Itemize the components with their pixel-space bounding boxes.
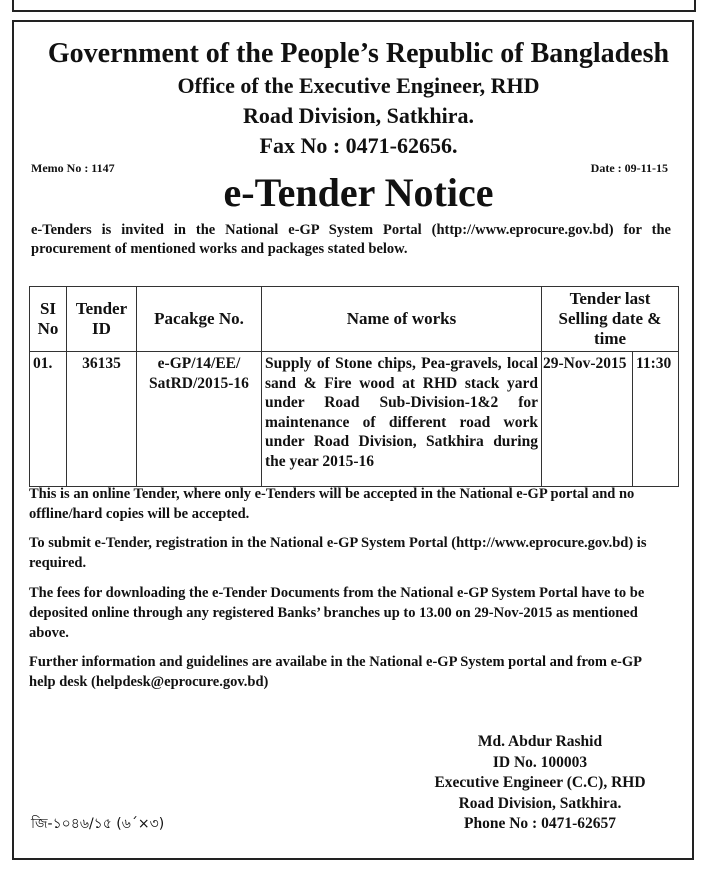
header-works: Name of works [262, 287, 542, 352]
publication-code: জি-১০৪৬/১৫ (৬´×৩) [31, 816, 165, 832]
header-tender-id: Tender ID [67, 287, 137, 352]
table-header-row [30, 287, 679, 352]
memo-number: Memo No : 1147 [31, 161, 115, 175]
notice-title: e-Tender Notice [223, 170, 494, 215]
table-row [30, 352, 679, 487]
cell-sl: 01. [30, 352, 67, 487]
signatory-id: ID No. 100003 [492, 753, 588, 771]
division-heading: Road Division, Satkhira. [242, 103, 475, 128]
signatory-office: Road Division, Satkhira. [458, 794, 622, 812]
header-sl: SI No [30, 287, 67, 352]
info-paragraph-registration: To submit e-Tender, registration in the National e-GP System Portal (http://www.eprocure.gov.bd) is required. [29, 535, 647, 571]
info-paragraph-fees: The fees for downloading the e-Tender Documents from the National e-GP System Portal have to be deposited online through any registered Banks’ branches up to 13.00 on 29-Nov-2015 as mentioned above. [29, 585, 645, 641]
signatory-phone: Phone No : 0471-62657 [464, 815, 616, 832]
signatory-designation: Executive Engineer (C.C), RHD [434, 774, 646, 791]
cell-date: 29-Nov-2015 [542, 352, 633, 487]
signatory-name: Md. Abdur Rashid [477, 733, 603, 750]
office-heading: Office of the Executive Engineer, RHD [177, 73, 540, 98]
govt-heading: Government of the People’s Republic of Bangladesh [47, 38, 670, 69]
fax-number: Fax No : 0471-62656. [259, 133, 458, 158]
tender-table [29, 286, 679, 487]
signature-block [390, 732, 690, 835]
cell-works: Supply of Stone chips, Pea-gravels, local sand & Fire wood at RHD stack yard under Road Sub-Division-1&2 for maintenance of different road work under Road Division, Satkhira during the year 2015-16 [262, 352, 542, 487]
header-date-time: Tender last Selling date & time [542, 287, 679, 352]
header-package: Pacakge No. [137, 287, 262, 352]
notice-date: Date : 09-11-15 [590, 161, 668, 175]
info-paragraph-guidelines: Further information and guidelines are availabe in the National e-GP System portal and from e-GP help desk (helpdesk@eprocure.gov.bd) [29, 654, 642, 690]
cell-tender-id: 36135 [67, 352, 137, 487]
cell-time: 11:30 [633, 352, 679, 487]
info-paragraph-online: This is an online Tender, where only e-Tenders will be accepted in the National e-GP portal and no offline/hard copies will be accepted. [29, 486, 635, 522]
cell-package: e-GP/14/EE/ SatRD/2015-16 [137, 352, 262, 487]
intro-paragraph: e-Tenders is invited in the National e-GP System Portal (http://www.eprocure.gov.bd) for the procurement of mentioned works and packages stated below. [31, 222, 671, 257]
previous-notice-border [12, 0, 696, 12]
